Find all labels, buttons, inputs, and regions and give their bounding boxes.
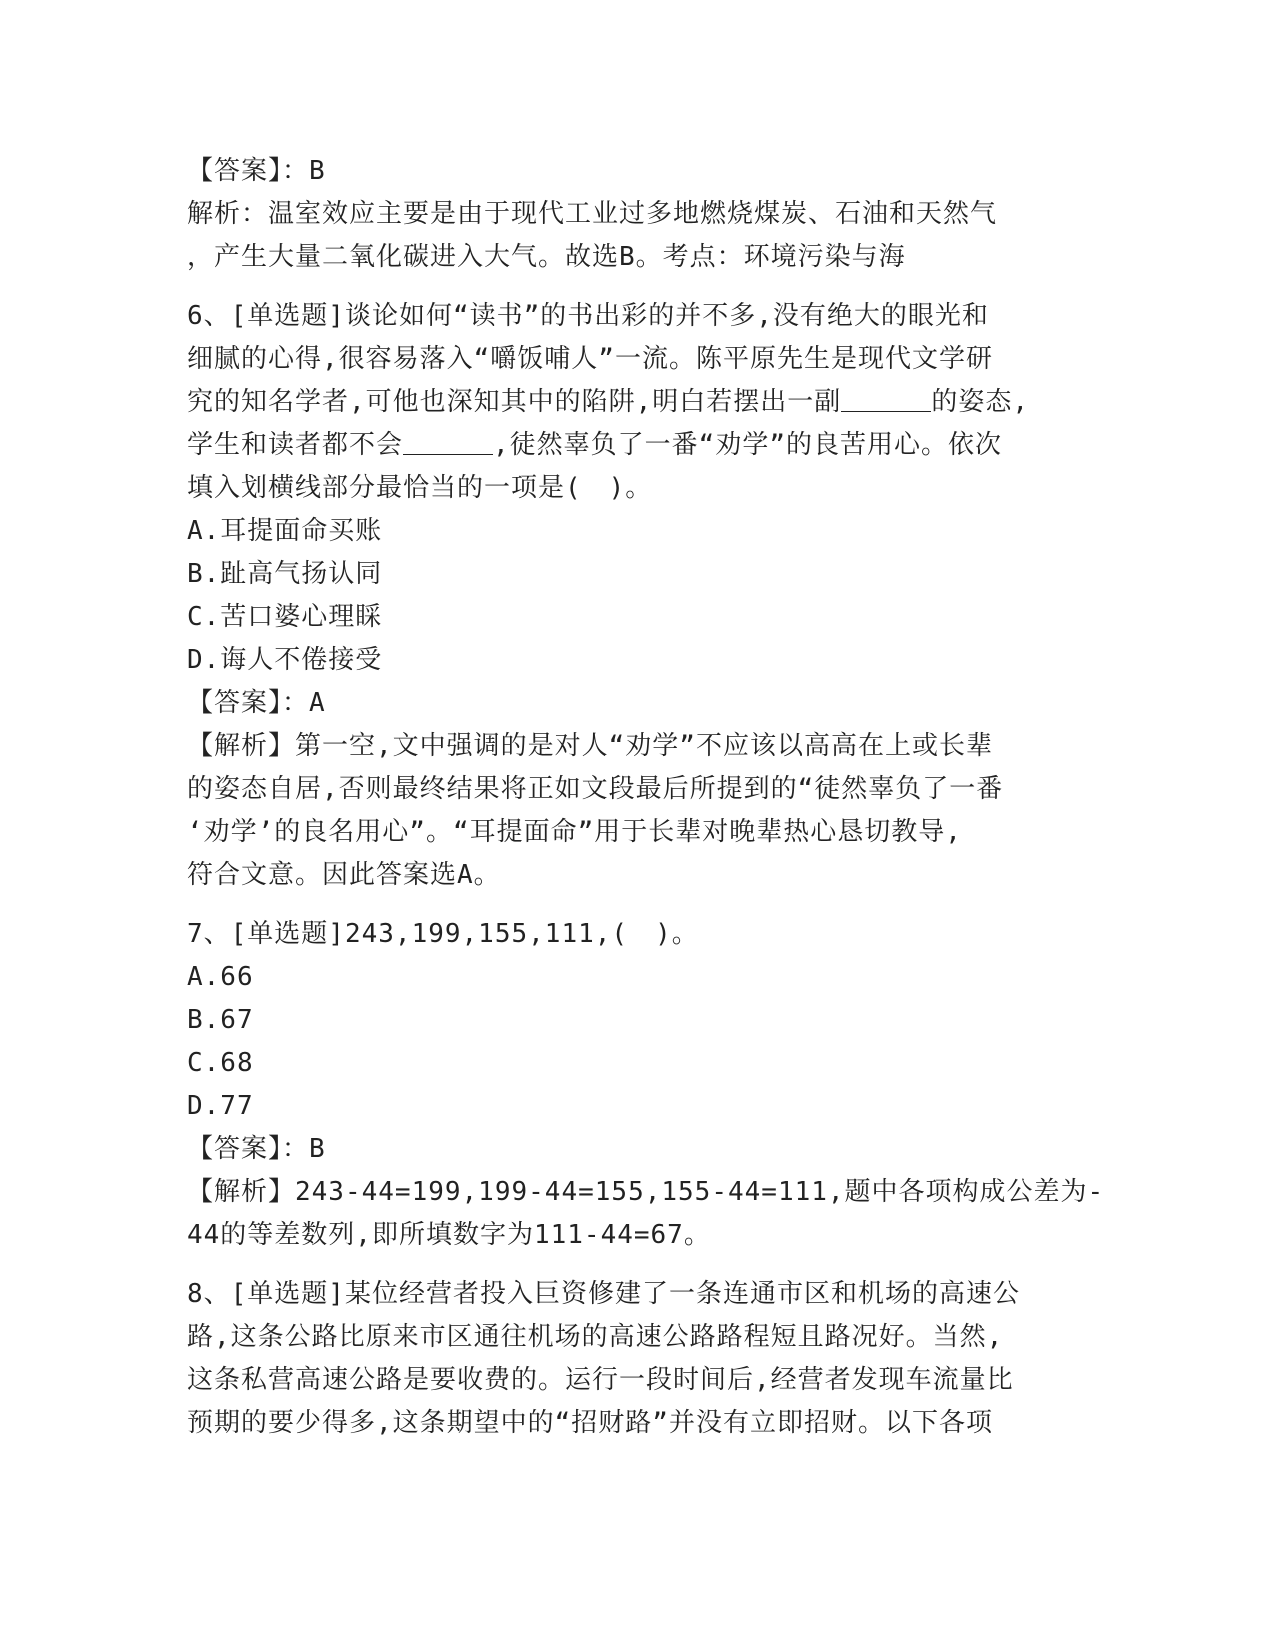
question-stem-line: 8、[单选题]某位经营者投入巨资修建了一条连通市区和机场的高速公 xyxy=(187,1279,1020,1309)
explanation-line: 符合文意。因此答案选A。 xyxy=(187,860,501,890)
explanation-line: ‘劝学’的良名用心”。“耳提面命”用于长辈对晚辈热心恳切教导, xyxy=(187,817,962,847)
answer-label: 【答案】：B xyxy=(187,1134,326,1164)
option-c: C.68 xyxy=(187,1048,254,1078)
option-b: B.67 xyxy=(187,1005,254,1035)
question-6 xyxy=(187,295,1087,897)
stem-text: 究的知名学者,可他也深知其中的陷阱,明白若摆出一副 xyxy=(187,387,842,417)
option-c: C.苦口婆心理睬 xyxy=(187,602,383,632)
document-page xyxy=(187,150,1105,1445)
explanation-line: 【解析】243-44=199,199-44=155,155-44=111,题中各项构成公差为- xyxy=(187,1177,1105,1207)
option-d: D.77 xyxy=(187,1091,254,1121)
option-a: A.耳提面命买账 xyxy=(187,516,383,546)
question-stem-line xyxy=(187,381,1087,424)
explanation-line: 的姿态自居,否则最终结果将正如文段最后所提到的“徒然辜负了一番 xyxy=(187,774,1004,804)
option-b: B.趾高气扬认同 xyxy=(187,559,383,589)
question-stem-line: 路,这条公路比原来市区通往机场的高速公路路程短且路况好。当然, xyxy=(187,1322,1004,1352)
answer-label: 【答案】：B xyxy=(187,156,326,186)
explanation-line: 【解析】第一空,文中强调的是对人“劝学”不应该以高高在上或长辈 xyxy=(187,731,993,761)
stem-text: 的姿态, xyxy=(931,387,1029,417)
option-a: A.66 xyxy=(187,962,254,992)
fill-blank-2 xyxy=(403,428,493,455)
question-stem-line: 7、[单选题]243,199,155,111,( )。 xyxy=(187,919,699,949)
question-stem-line: 这条私营高速公路是要收费的。运行一段时间后,经营者发现车流量比 xyxy=(187,1365,1014,1395)
question-stem-line: 填入划横线部分最恰当的一项是( )。 xyxy=(187,473,653,503)
question-7 xyxy=(187,913,1105,1257)
option-d: D.诲人不倦接受 xyxy=(187,645,383,675)
fill-blank-1 xyxy=(841,385,931,412)
stem-text: 学生和读者都不会 xyxy=(187,430,404,460)
question-5-answer-block xyxy=(187,150,1087,279)
answer-label: 【答案】：A xyxy=(187,688,326,718)
question-stem-line: 6、[单选题]谈论如何“读书”的书出彩的并不多,没有绝大的眼光和 xyxy=(187,301,989,331)
explanation-line: ，产生大量二氧化碳进入大气。故选B。考点：环境污染与海 xyxy=(187,242,906,272)
explanation-line: 44的等差数列,即所填数字为111-44=67。 xyxy=(187,1220,711,1250)
question-stem-line xyxy=(187,424,1087,467)
question-stem-line: 细腻的心得,很容易落入“嚼饭哺人”一流。陈平原先生是现代文学研 xyxy=(187,344,993,374)
stem-text: ,徒然辜负了一番“劝学”的良苦用心。依次 xyxy=(493,430,1002,460)
explanation-line: 解析：温室效应主要是由于现代工业过多地燃烧煤炭、石油和天然气 xyxy=(187,199,998,229)
question-8 xyxy=(187,1273,1087,1445)
question-stem-line: 预期的要少得多,这条期望中的“招财路”并没有立即招财。以下各项 xyxy=(187,1408,993,1438)
